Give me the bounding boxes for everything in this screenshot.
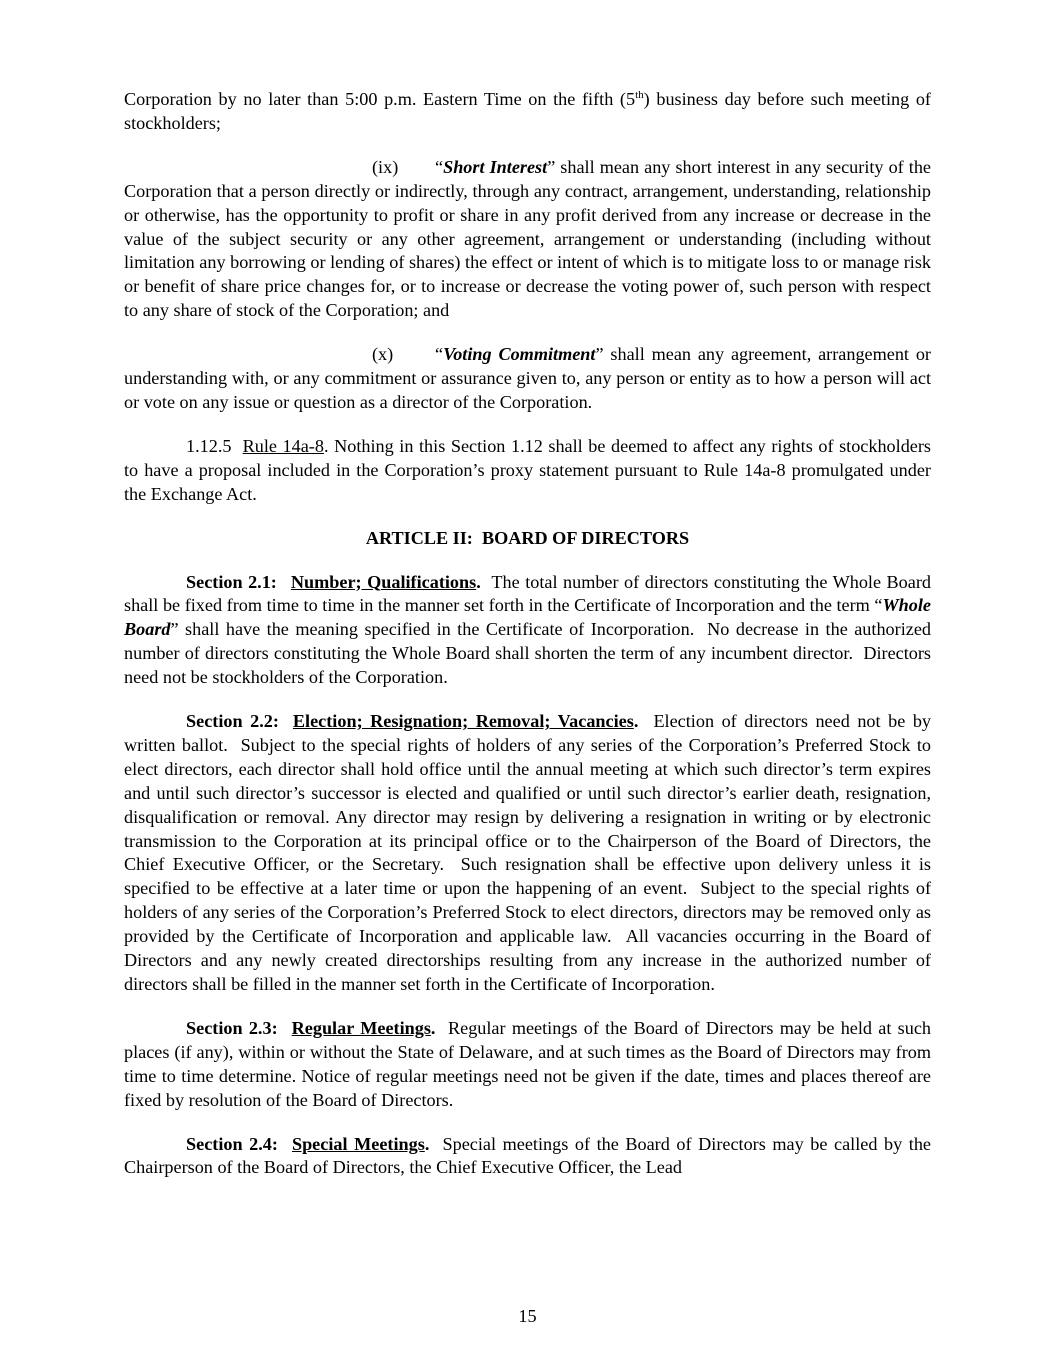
text: The total number of directors constituting the Whole Board shall be fixed from time to time in the manner set forth in the Certificate of Incorporation and the term “ [124,571,936,616]
text: . [430,1017,436,1038]
section-2-3 [124,1017,936,1113]
section-label: Section 2.2: [186,711,279,732]
page-number: 15 [518,1306,537,1326]
text: “ [435,344,444,365]
defined-term: Whole Board [124,595,936,640]
document-page [124,88,936,1200]
text: ) business day before such meeting of stockholders; [124,89,931,133]
section-title: Number; Qualifications [290,571,477,592]
paragraph-short-interest [124,156,931,323]
section-2-1 [124,571,936,691]
clause-number: (ix) [372,156,399,177]
text: . [476,571,481,592]
superscript: th [635,88,644,101]
text: . [633,711,639,732]
text: ” shall have the meaning specified in the Certificate of Incorporation. No decrease in the authorized number of directors constituting the Whole Board shall shorten the term of any incumbent director. Directors need not be stockholders of the Corporation. [124,619,936,688]
text: ” shall mean any short interest in any security of the Corporation that a person directly or indirectly, through any contract, arrangement, understanding, relationship or otherwise, has the opportunity to profit or share in any profit derived from any increase or decrease in the value of the subject security or any other agreement, arrangement or understanding (including without limitation any borrowing or lending of shares) the effect or intent of which is to mitigate loss to or manage risk or benefit of share price changes for, or to increase or decrease the voting power of, such person with respect to any share of stock of the Corporation; and [124,156,931,321]
text: “ [435,156,444,177]
paragraph-rule-14a-8 [124,435,931,507]
text: Corporation by no later than 5:00 p.m. Eastern Time on the fifth (5 [124,89,636,109]
clause-title: Rule 14a-8 [242,435,324,456]
text: . Nothing in this Section 1.12 shall be deemed to affect any rights of stockholders to have a proposal included in the Corporation’s proxy statement pursuant to Rule 14a-8 promulgated under the Exchange Act. [124,435,932,504]
text: Election of directors need not be by written ballot. Subject to the special rights of holders of any series of the Corporation’s Preferred Stock to elect directors, each director shall hold office until the annual meeting at which such director’s term expires and until such director’s successor is elected and qualified or until such director’s earlier death, resignation, disqualification or removal. Any director may resign by delivering a resignation in writing or by electronic transmission to the Corporation at its principal office or to the Chairperson of the Board of Directors, the Chief Executive Officer, or the Secretary. Such resignation shall be effective upon delivery unless it is specified to be effective at a later time or upon the happening of an event. Subject to the special rights of holders of any series of the Corporation’s Preferred Stock to elect directors, directors may be removed only as provided by the Certificate of Incorporation and applicable law. All vacancies occurring in the Board of Directors and any newly created directorships resulting from any increase in the authorized number of directors shall be filled in the manner set forth in the Certificate of Incorporation. [124,711,936,994]
clause-number: 1.12.5 [186,435,232,456]
section-title: Election; Resignation; Removal; Vacancies [292,711,634,732]
section-2-4 [124,1133,936,1181]
article-heading: ARTICLE II: BOARD OF DIRECTORS [365,527,690,548]
section-title: Regular Meetings [291,1017,431,1038]
section-label: Section 2.4: [186,1133,278,1154]
section-label: Section 2.3: [186,1017,278,1038]
text: ” shall mean any agreement, arrangement or understanding with, or any commitment or assurance given to, any person or entity as to how a person will act or vote on any issue or question as a director of the Corporation. [124,344,931,412]
text: Special meetings of the Board of Directors may be called by the Chairperson of the Board of Directors, the Chief Executive Officer, the Lead [124,1133,936,1178]
section-title: Special Meetings [291,1133,425,1154]
clause-number: (x) [372,344,394,365]
section-label: Section 2.1: [186,571,277,592]
defined-term: Short Interest [443,156,548,177]
section-2-2 [124,710,936,997]
text: . [424,1133,430,1154]
text: Regular meetings of the Board of Directors may be held at such places (if any), within or without the State of Delaware, and at such times as the Board of Directors may from time to time determine. Notice of regular meetings need not be given if the date, times and places thereof are fixed by resolution of the Board of Directors. [124,1017,936,1110]
paragraph-meeting-deadline [124,88,931,136]
defined-term: Voting Commitment [443,344,596,365]
paragraph-voting-commitment [124,343,931,415]
